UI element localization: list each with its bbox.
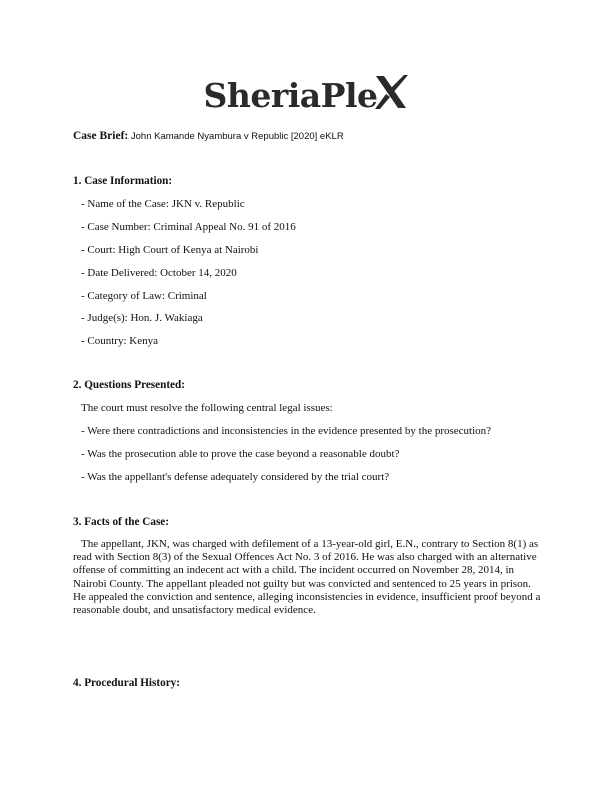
list-item: - Category of Law: Criminal — [81, 289, 207, 302]
section-case-information — [73, 175, 543, 357]
section-facts-of-case — [73, 516, 543, 617]
case-brief-label: Case Brief: — [73, 130, 129, 142]
list-item: - Were there contradictions and inconsistencies in the evidence presented by the prosecution? — [81, 424, 492, 437]
list-item: - Was the appellant's defense adequately considered by the trial court? — [81, 470, 390, 483]
list-item: - Country: Kenya — [81, 335, 158, 348]
list-item: - Case Number: Criminal Appeal No. 91 of 2016 — [81, 220, 296, 233]
list-item: - Date Delivered: October 14, 2020 — [81, 266, 237, 279]
section-heading: 4. Procedural History: — [73, 677, 180, 689]
section-questions-presented — [73, 379, 543, 493]
section-procedural-history — [73, 677, 543, 699]
section-intro: The court must resolve the following central legal issues: — [81, 402, 333, 414]
section-heading: 2. Questions Presented: — [73, 379, 185, 391]
case-brief-line — [73, 130, 344, 142]
sheriaplex-logo — [0, 76, 612, 124]
logo-wordmark: SheriaPle — [203, 76, 378, 115]
section-heading: 1. Case Information: — [73, 175, 173, 187]
list-item: - Was the prosecution able to prove the case beyond a reasonable doubt? — [81, 447, 400, 460]
list-item: - Judge(s): Hon. J. Wakiaga — [81, 312, 203, 325]
list-item: - Name of the Case: JKN v. Republic — [81, 198, 245, 210]
list-item: - Court: High Court of Kenya at Nairobi — [81, 243, 259, 256]
case-brief-title: John Kamande Nyambura v Republic [2020] eKLR — [130, 131, 344, 142]
logo-x-mark-icon — [374, 74, 408, 110]
section-heading: 3. Facts of the Case: — [73, 516, 170, 528]
facts-paragraph: The appellant, JKN, was charged with defilement of a 13-year-old girl, E.N., contrary to Section 8(1) as read with Section 8(3) of the Sexual Offences Act No. 3 of 2016. He was also charged with an alternative offense of committing an indecent act with a child. The incident occurred on November 28, 2014, in Nairobi County. The appellant pleaded not guilty but was convicted and sentenced to 25 years in prison. He appealed the conviction and sentence, alleging inconsistencies in evidence, insufficient proof beyond a reasonable doubt, and unsatisfactory medical evidence. — [73, 538, 541, 617]
